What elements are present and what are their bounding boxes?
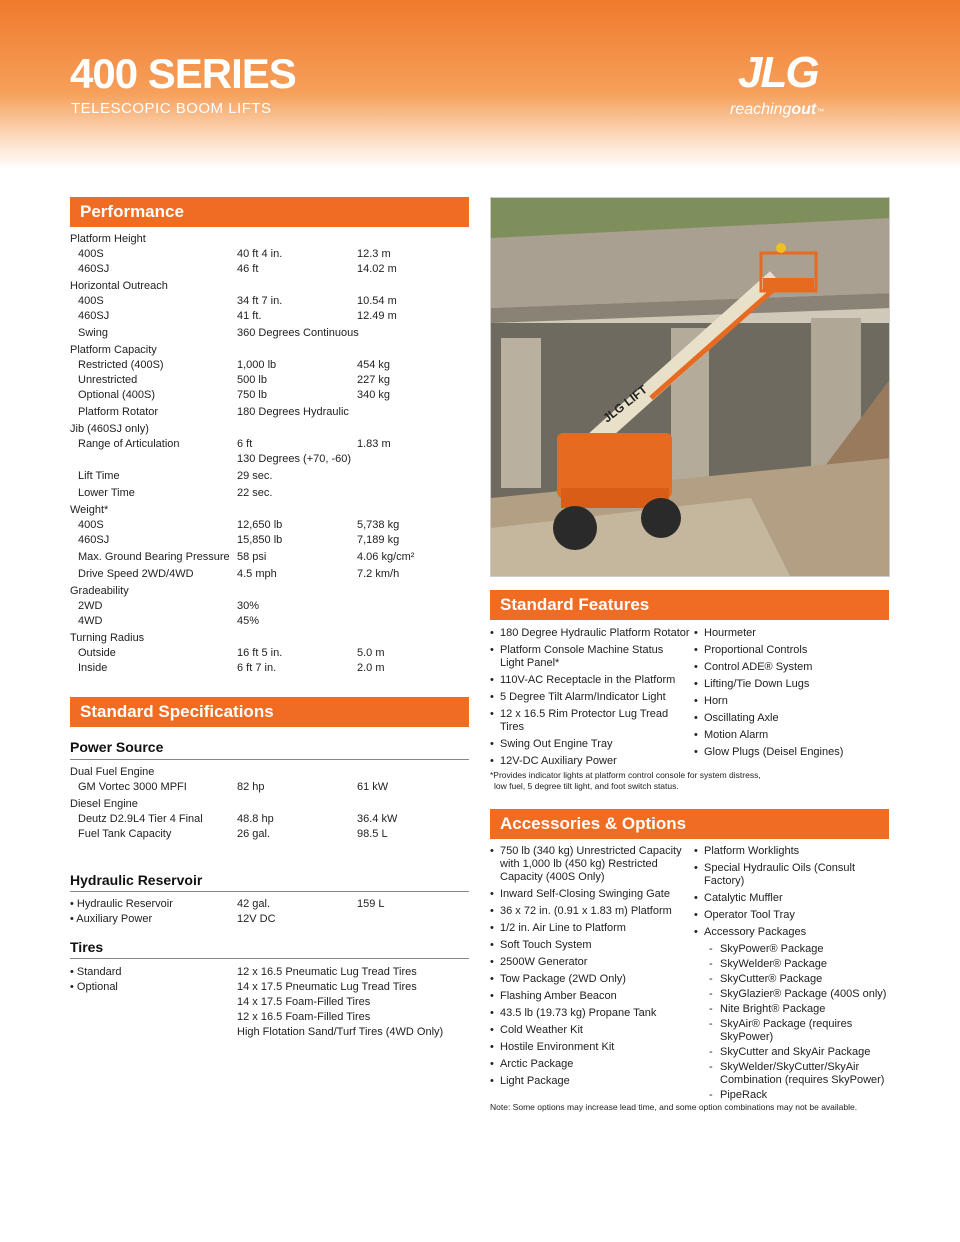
spec-value-imperial: 30%: [237, 600, 260, 612]
list-item: • Platform Console Machine Status Light Panel*: [490, 644, 690, 670]
performance-heading: Performance: [70, 197, 469, 227]
spec-value-imperial: 14 x 17.5 Pneumatic Lug Tread Tires: [237, 981, 417, 993]
spec-value-imperial: 41 ft.: [237, 310, 262, 322]
spec-value-imperial: 48.8 hp: [237, 813, 274, 825]
spec-label: 460SJ: [78, 263, 110, 275]
spec-label: 460SJ: [78, 310, 110, 322]
tires-table: [70, 965, 470, 1045]
list-item: - SkyPower® Package: [694, 943, 894, 956]
spec-label: Weight*: [70, 504, 109, 516]
list-item: • Hostile Environment Kit: [490, 1041, 686, 1054]
accessories-heading: Accessories & Options: [490, 809, 889, 839]
spec-value-imperial: 82 hp: [237, 781, 265, 793]
list-item: • Oscillating Axle: [694, 712, 894, 725]
spec-label: Restricted (400S): [78, 359, 164, 371]
list-item: • 2500W Generator: [490, 956, 686, 969]
performance-table: [70, 232, 470, 682]
spec-value-metric: 7,189 kg: [357, 534, 400, 546]
accessories-right-list: [694, 845, 894, 1104]
spec-label: 400S: [78, 519, 104, 531]
spec-label: 400S: [78, 295, 104, 307]
spec-value-imperial: 12,650 lb: [237, 519, 283, 531]
spec-label: Fuel Tank Capacity: [78, 828, 172, 840]
list-item: • Swing Out Engine Tray: [490, 738, 690, 751]
spec-label: • Standard: [70, 966, 122, 978]
spec-value-imperial: 12 x 16.5 Pneumatic Lug Tread Tires: [237, 966, 417, 978]
list-item: • 1/2 in. Air Line to Platform: [490, 922, 686, 935]
spec-label: Inside: [78, 662, 108, 674]
spec-label: Unrestricted: [78, 374, 138, 386]
spec-value-imperial: 180 Degrees Hydraulic: [237, 406, 349, 418]
spec-label: Platform Height: [70, 233, 146, 245]
spec-value-metric: 4.06 kg/cm²: [357, 551, 415, 563]
spec-value-metric: 12.3 m: [357, 248, 391, 260]
spec-label: Turning Radius: [70, 632, 145, 644]
spec-value-imperial: 58 psi: [237, 551, 267, 563]
spec-value-imperial: High Flotation Sand/Turf Tires (4WD Only): [237, 1026, 444, 1038]
power-source-title: Power Source: [70, 739, 164, 755]
list-item: - SkyWelder/SkyCutter/SkyAir Combination (requires SkyPower): [694, 1061, 894, 1087]
spec-value-imperial: 22 sec.: [237, 487, 273, 499]
spec-value-imperial: 6 ft: [237, 438, 253, 450]
list-item: • 36 x 72 in. (0.91 x 1.83 m) Platform: [490, 905, 686, 918]
list-item: • Horn: [694, 695, 894, 708]
spec-value-imperial: 12V DC: [237, 913, 276, 925]
spec-label: 400S: [78, 248, 104, 260]
spec-label: Deutz D2.9L4 Tier 4 Final: [78, 813, 203, 825]
spec-value-imperial: 750 lb: [237, 389, 267, 401]
spec-label: Gradeability: [70, 585, 129, 597]
spec-label: Platform Capacity: [70, 344, 157, 356]
spec-value-imperial: 360 Degrees Continuous: [237, 327, 359, 339]
list-item: • Control ADE® System: [694, 661, 894, 674]
jlg-logo: [730, 48, 880, 128]
list-item: • Lifting/Tie Down Lugs: [694, 678, 894, 691]
spec-label: • Auxiliary Power: [70, 913, 153, 925]
page-subtitle: TELESCOPIC BOOM LIFTS: [71, 100, 272, 117]
list-item: • Soft Touch System: [490, 939, 686, 952]
list-item: • Cold Weather Kit: [490, 1024, 686, 1037]
spec-value-imperial: 42 gal.: [237, 898, 271, 910]
spec-label: Drive Speed 2WD/4WD: [78, 568, 194, 580]
list-item: • Operator Tool Tray: [694, 909, 894, 922]
list-item: - SkyCutter® Package: [694, 973, 894, 986]
list-item: • 12 x 16.5 Rim Protector Lug Tread Tires: [490, 708, 690, 734]
spec-value-metric: 10.54 m: [357, 295, 397, 307]
logo-tagline: reachingout™: [730, 101, 825, 118]
spec-value-metric: 340 kg: [357, 389, 391, 401]
logo-wordmark: JLG: [738, 48, 818, 97]
list-item: - SkyWelder® Package: [694, 958, 894, 971]
list-item: - SkyCutter and SkyAir Package: [694, 1046, 894, 1059]
spec-label: 2WD: [78, 600, 103, 612]
spec-label: Jib (460SJ only): [70, 423, 149, 435]
spec-label: Horizontal Outreach: [70, 280, 168, 292]
spec-value-metric: 5.0 m: [357, 647, 385, 659]
spec-label: Diesel Engine: [70, 798, 138, 810]
hydraulic-table: [70, 897, 470, 931]
spec-value-imperial: 130 Degrees (+70, -60): [237, 453, 352, 465]
list-item: • Special Hydraulic Oils (Consult Factory): [694, 862, 894, 888]
accessories-left-list: [490, 845, 686, 1092]
list-item: • 180 Degree Hydraulic Platform Rotator: [490, 627, 690, 640]
hydraulic-title: Hydraulic Reservoir: [70, 872, 203, 888]
list-item: • Glow Plugs (Deisel Engines): [694, 746, 894, 759]
list-item: • 110V-AC Receptacle in the Platform: [490, 674, 690, 687]
spec-value-metric: 227 kg: [357, 374, 391, 386]
spec-value-metric: 12.49 m: [357, 310, 397, 322]
spec-value-imperial: 6 ft 7 in.: [237, 662, 277, 674]
list-item: - SkyAir® Package (requires SkyPower): [694, 1018, 894, 1044]
spec-value-imperial: 15,850 lb: [237, 534, 283, 546]
spec-label: • Hydraulic Reservoir: [70, 898, 173, 910]
spec-value-imperial: 40 ft 4 in.: [237, 248, 283, 260]
spec-label: Platform Rotator: [78, 406, 159, 418]
list-item: • Flashing Amber Beacon: [490, 990, 686, 1003]
spec-value-metric: 14.02 m: [357, 263, 397, 275]
list-item: • 5 Degree Tilt Alarm/Indicator Light: [490, 691, 690, 704]
list-item: • Accessory Packages: [694, 926, 894, 939]
spec-value-metric: 98.5 L: [357, 828, 388, 840]
list-item: - Nite Bright® Package: [694, 1003, 894, 1016]
list-item: • Inward Self-Closing Swinging Gate: [490, 888, 686, 901]
spec-value-imperial: 29 sec.: [237, 470, 273, 482]
spec-value-metric: 5,738 kg: [357, 519, 400, 531]
list-item: • Platform Worklights: [694, 845, 894, 858]
spec-value-imperial: 34 ft 7 in.: [237, 295, 283, 307]
divider: [70, 891, 469, 892]
list-item: • Catalytic Muffler: [694, 892, 894, 905]
page-title: 400 SERIES: [70, 50, 296, 97]
spec-value-imperial: 14 x 17.5 Foam-Filled Tires: [237, 996, 371, 1008]
spec-value-metric: 36.4 kW: [357, 813, 398, 825]
list-item: • Arctic Package: [490, 1058, 686, 1071]
divider: [70, 958, 469, 959]
spec-value-imperial: 16 ft 5 in.: [237, 647, 283, 659]
power-source-table: [70, 765, 470, 845]
spec-value-imperial: 4.5 mph: [237, 568, 277, 580]
list-item: • 750 lb (340 kg) Unrestricted Capacity with 1,000 lb (450 kg) Restricted Capacity (400S Only): [490, 845, 686, 884]
standard-features-right-list: [694, 627, 894, 763]
spec-value-metric: 7.2 km/h: [357, 568, 400, 580]
features-footnote: *Provides indicator lights at platform control console for system distress, low fuel, 5 degree tilt light, and foot switch status.: [490, 770, 761, 791]
spec-label: Max. Ground Bearing Pressure: [78, 551, 230, 563]
spec-label: 4WD: [78, 615, 103, 627]
list-item: - SkyGlazier® Package (400S only): [694, 988, 894, 1001]
spec-label: • Optional: [70, 981, 118, 993]
spec-label: Lower Time: [78, 487, 135, 499]
boom-label: JLG LIFT: [600, 382, 650, 426]
spec-label: Swing: [78, 327, 108, 339]
standard-features-heading: Standard Features: [490, 590, 889, 620]
divider: [70, 759, 469, 760]
list-item: • Light Package: [490, 1075, 686, 1088]
list-item: • Motion Alarm: [694, 729, 894, 742]
spec-value-metric: 61 kW: [357, 781, 389, 793]
list-item: • 43.5 lb (19.73 kg) Propane Tank: [490, 1007, 686, 1020]
list-item: • Hourmeter: [694, 627, 894, 640]
spec-value-metric: 1.83 m: [357, 438, 391, 450]
spec-label: Dual Fuel Engine: [70, 766, 155, 778]
spec-label: Optional (400S): [78, 389, 156, 401]
page-header: [0, 0, 960, 170]
spec-value-metric: 2.0 m: [357, 662, 385, 674]
boom-lift-photo: [490, 197, 890, 577]
spec-label: Outside: [78, 647, 116, 659]
spec-value-metric: 454 kg: [357, 359, 391, 371]
spec-label: Range of Articulation: [78, 438, 180, 450]
standard-features-left-list: [490, 627, 690, 772]
spec-label: GM Vortec 3000 MPFI: [78, 781, 187, 793]
spec-value-imperial: 12 x 16.5 Foam-Filled Tires: [237, 1011, 371, 1023]
spec-label: Lift Time: [78, 470, 120, 482]
list-item: • Proportional Controls: [694, 644, 894, 657]
spec-value-imperial: 500 lb: [237, 374, 267, 386]
spec-value-metric: 159 L: [357, 898, 385, 910]
spec-label: 460SJ: [78, 534, 110, 546]
list-item: • 12V-DC Auxiliary Power: [490, 755, 690, 768]
spec-value-imperial: 45%: [237, 615, 260, 627]
options-note: Note: Some options may increase lead time, and some option combinations may not be available.: [490, 1102, 858, 1112]
standard-specs-heading: Standard Specifications: [70, 697, 469, 727]
spec-value-imperial: 46 ft: [237, 263, 259, 275]
tires-title: Tires: [70, 939, 104, 955]
list-item: • Tow Package (2WD Only): [490, 973, 686, 986]
spec-value-imperial: 26 gal.: [237, 828, 271, 840]
spec-value-imperial: 1,000 lb: [237, 359, 277, 371]
list-item: - PipeRack: [694, 1089, 894, 1102]
